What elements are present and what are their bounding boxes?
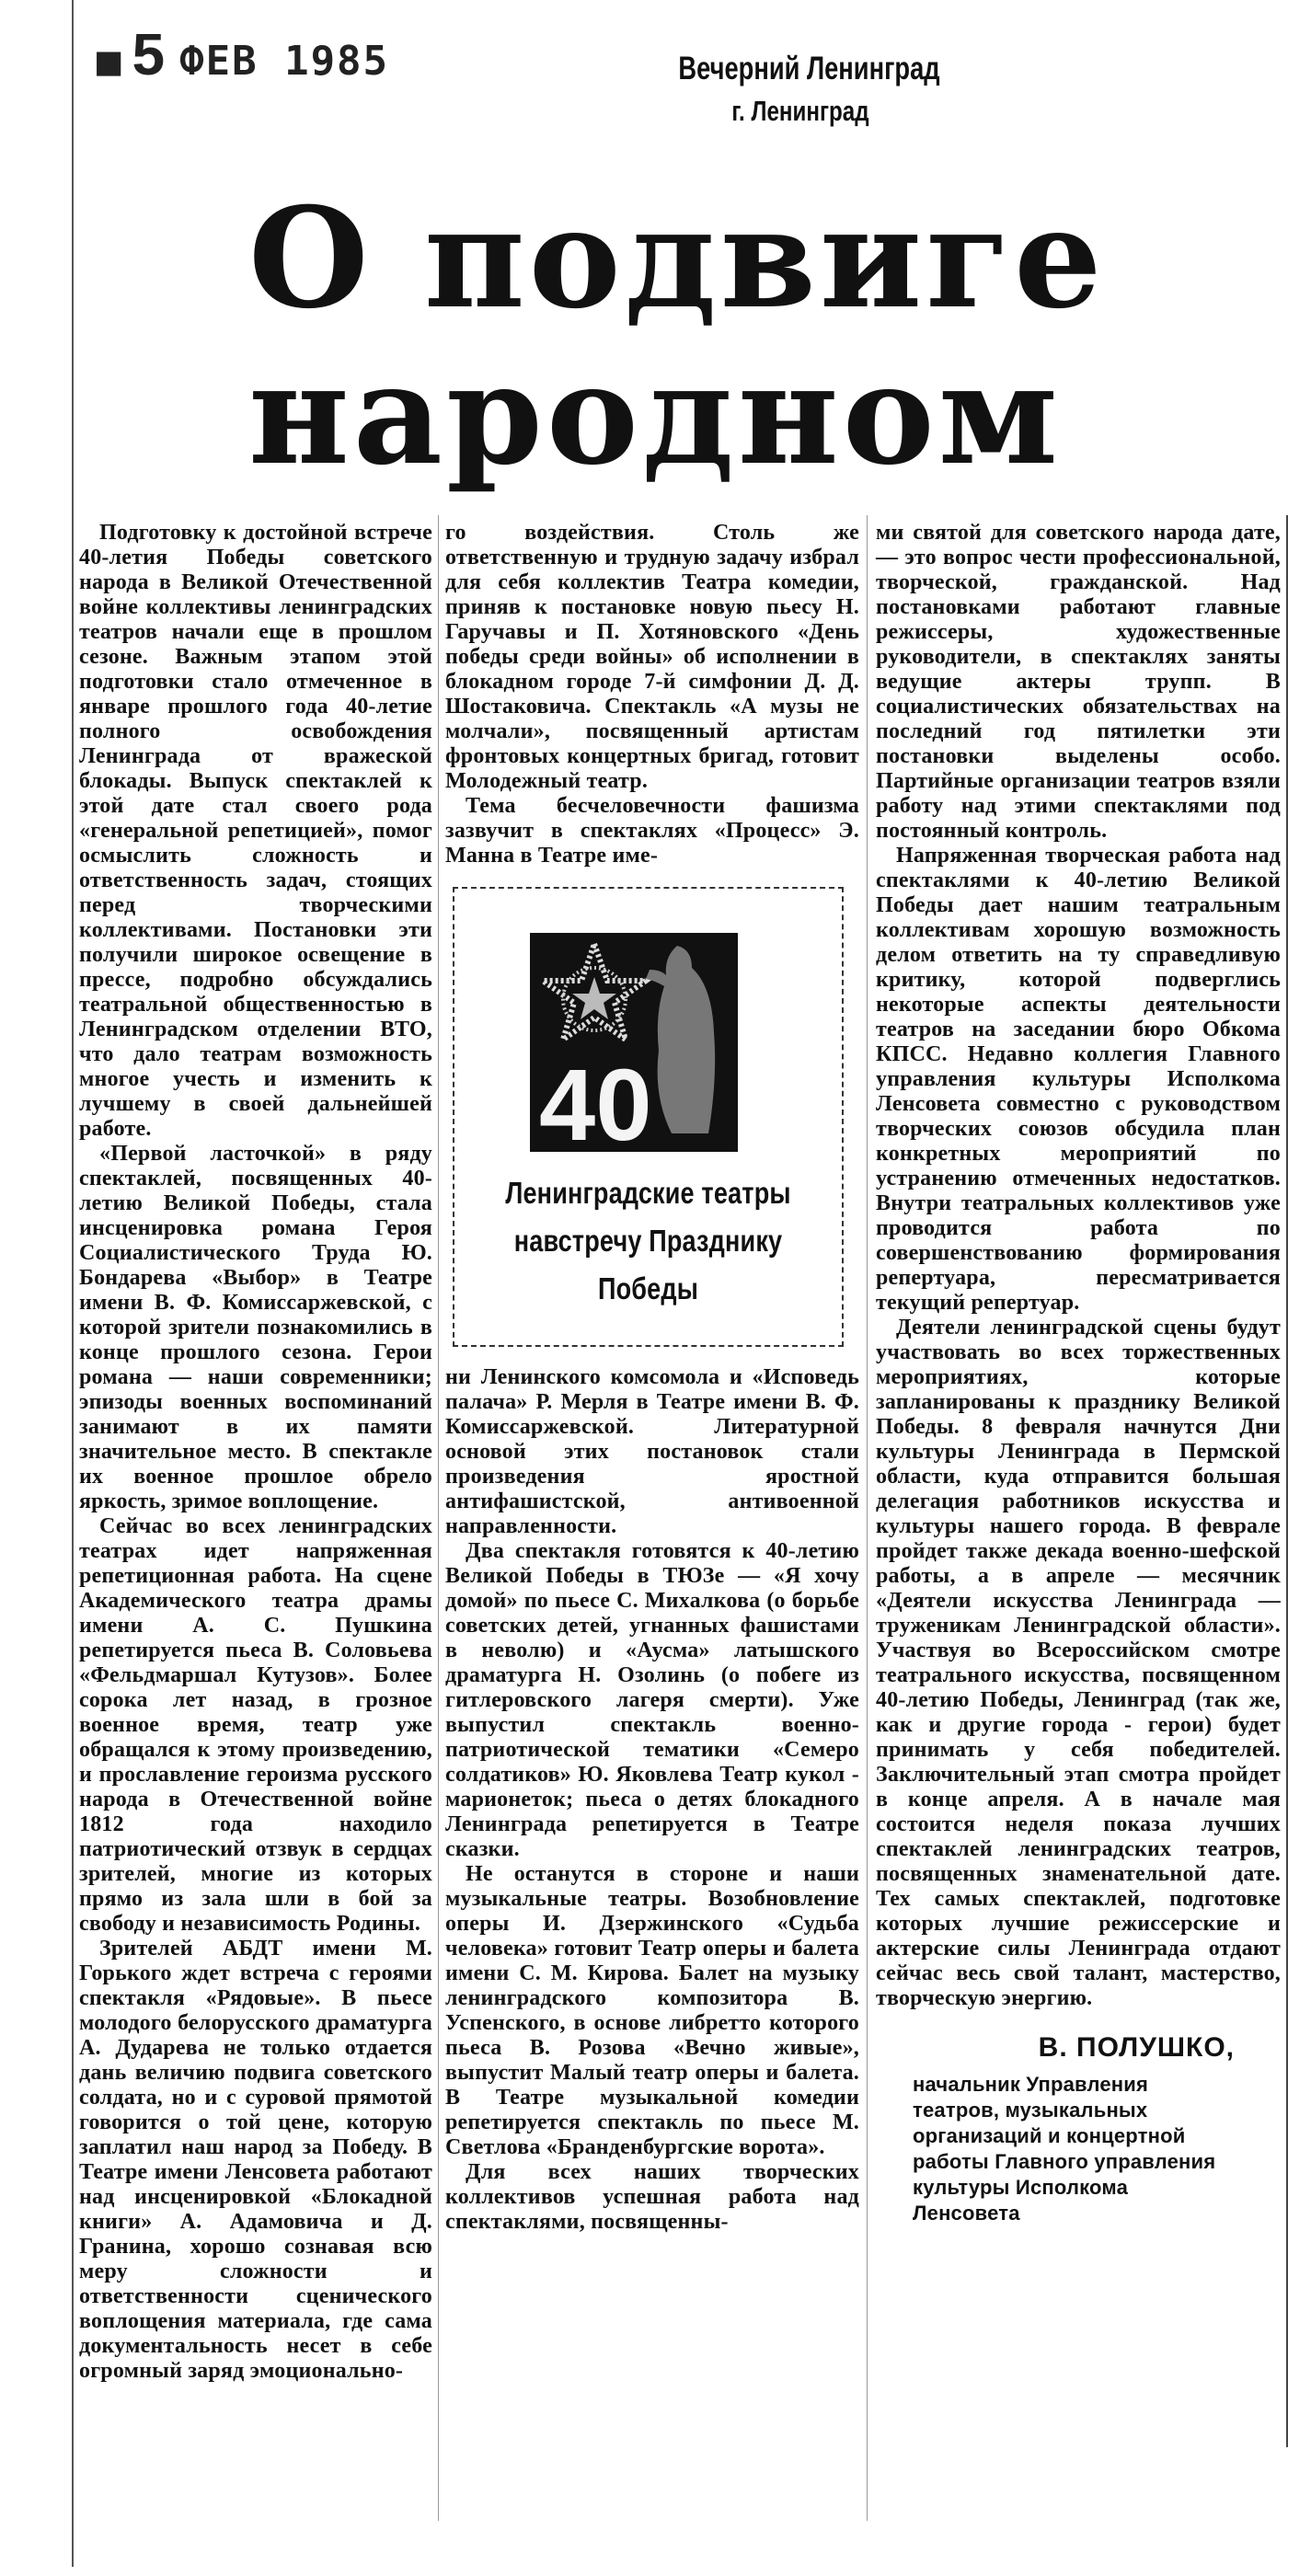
paragraph: ми святой для советского народа дате, — это вопрос чести профессиональной, творческой, гражданской. Над постановками работают главные режиссеры, художественные руководители, в спектаклях заняты ведущие актеры трупп. В социалистических обязательствах на последний год пятилетки эти постановки выделены особо. Партийные организации театров взяли работу над этими спектаклями под постоянный контроль. bbox=[876, 521, 1281, 843]
article-column-3 bbox=[876, 521, 1281, 2226]
paragraph: Подготовку к достойной встрече 40-летия Победы советского народа в Великой Отечественной войне коллективы ленинградских театров начали еще в прошлом сезоне. Важным этапом этой подготовки стало отмеченное в январе прошлого года 40-летие полного освобождения Ленинграда от вражеской блокады. Выпуск спектаклей к этой дате стал своего рода «генеральной репетицией», помог осмыслить сложность и ответственность задач, стоящих перед творческими коллективами. Постановки эти получили широкое освещение в прессе, подробно обсуждались театральной общественностью в Ленинградском отделении ВТО, что дало театрам возможность многое учесть и изменить к лучшему в своей дальнейшей работе. bbox=[79, 521, 432, 1141]
emblem-caption bbox=[497, 1169, 799, 1313]
clipping-edge-left bbox=[72, 0, 74, 2567]
headline-line-1: О подвиге bbox=[248, 178, 1106, 339]
newspaper-name: Вечерний Ленинград bbox=[678, 51, 940, 86]
victory-40-emblem-image bbox=[530, 933, 738, 1152]
paragraph: Не останутся в стороне и наши музыкальные театры. Возобновление оперы И. Дзержинского «Судьба человека» готовит Театр оперы и балета имени С. М. Кирова. Балет на музыку ленинградского композитора В. Успенского, в основе либретто которого пьеса В. Розова «Вечно живые», выпустит Малый театр оперы и балета. В Театре музыкальной комедии репетируется спектакль по пьесе М. Светлова «Бранденбургские ворота». bbox=[445, 1862, 859, 2159]
paragraph: Для всех наших творческих коллективов успешная работа над спектаклями, посвященны- bbox=[445, 2160, 859, 2234]
paragraph: Деятели ленинградской сцены будут участвовать во всех торжественных мероприятиях, которые запланированы к празднику Великой Победы. 8 февраля начнутся Дни культуры Ленинграда в Пермской области, куда отправится большая делегация работников искусства и культуры нашего города. В феврале пройдет также декада военно-шефской работы, а в апреле — месячник «Деятели искусства Ленинграда — труженикам Ленинградской области». Участвуя во Всероссийском смотре театрального искусства, посвященном 40-летию Победы, Ленинград (так же, как и другие города - герои) будет принимать у себя победителей. Заключительный этап смотра пройдет в конце апреля. А в начале мая состоится неделя показа лучших спектаклей ленинградских театров, посвященных знаменательной дате. Тех самых спектаклей, подготовке которых лучшие режиссерские и актерские силы Ленинграда отдают сейчас весь свой талант, мастерство, творческую энергию. bbox=[876, 1316, 1281, 2010]
paragraph: Тема бесчеловечности фашизма зазвучит в спектаклях «Процесс» Э. Манна в Театре име- bbox=[445, 794, 859, 868]
author-name: В. ПОЛУШКО, bbox=[1038, 2032, 1235, 2063]
clipping-edge-right bbox=[1286, 515, 1288, 2447]
stamp-day: 5 bbox=[132, 21, 167, 87]
caption-line: Победы bbox=[597, 1271, 699, 1305]
headline-line-2: народном bbox=[248, 334, 1063, 496]
stamp-square-mark: ■ bbox=[97, 38, 123, 85]
paragraph: го воздействия. Столь же ответственную и трудную задачу избрал для себя коллектив Театра комедии, приняв к постановке новую пьесу Н. Гаручавы и П. Хотяновского «День победы среди войны» об исполнении в блокадном городе 7-й симфонии Д. Д. Шостаковича. Спектакль «А музы не молчали», посвященный артистам фронтовых концертных бригад, готовит Молодежный театр. bbox=[445, 521, 859, 793]
paragraph: Зрителей АБДТ имени М. Горького ждет встреча с героями спектакля «Рядовые». В пьесе молодого белорусского драматурга А. Дударева не только отдается дань величию подвига советского солдата, но и с суровой прямотой говорится о той цене, которую заплатил наш народ за Победу. В Театре имени Ленсовета работают над инсценировкой «Блокадной книги» А. Адамовича и Д. Гранина, хорошо сознавая всю меру сложности и ответственности сценического воплощения материала, где сама документальность несет в себе огромный заряд эмоционально- bbox=[79, 1937, 432, 2383]
stamp-year: 1985 bbox=[284, 38, 390, 85]
newspaper-city: г. Ленинград bbox=[731, 95, 869, 127]
emblem-number: 40 bbox=[539, 1049, 652, 1152]
masthead bbox=[678, 48, 940, 132]
column-divider bbox=[867, 515, 868, 2521]
article-column-1 bbox=[79, 521, 432, 2384]
stamp-month: ФЕВ bbox=[179, 38, 259, 85]
paragraph: Два спектакля готовятся к 40-летию Великой Победы в ТЮЗе — «Я хочу домой» по пьесе С. Михалкова (о борьбе советских детей, угнанных фашистами в неволю) и «Аусма» латышского драматурга Н. Озолинь (о побеге из гитлеровского лагеря смерти). Уже выпустил спектакль военно-патриотической тематики «Семеро солдатиков» Ю. Яковлева Театр кукол - марионеток; пьеса о детях блокадного Ленинграда репетируется в Театре сказки. bbox=[445, 1539, 859, 1861]
headline bbox=[248, 178, 1106, 496]
emblem-box bbox=[453, 887, 844, 1347]
paragraph: ни Ленинского комсомола и «Исповедь палача» Р. Мерля в Театре имени В. Ф. Комиссаржевской. Литературной основой этих постановок стали произведения яростной антифашистской, антивоенной направленности. bbox=[445, 1365, 859, 1538]
caption-line: Ленинградские театры bbox=[505, 1176, 791, 1210]
article-column-2 bbox=[445, 521, 859, 2235]
paragraph: Сейчас во всех ленинградских театрах идет напряженная репетиционная работа. На сцене Академического театра драмы имени А. С. Пушкина репетируется пьеса В. Соловьева «Фельдмаршал Кутузов». Более сорока лет назад, в грозное военное время, театр уже обращался к этому произведению, и прославление героизма русского народа в Отечественной войне 1812 года находило патриотический отзвук в сердцах зрителей, многие из которых прямо из зала шли в бой за свободу и независимость Родины. bbox=[79, 1514, 432, 1936]
caption-line: навстречу Празднику bbox=[513, 1224, 783, 1258]
column-divider bbox=[438, 515, 439, 2521]
date-stamp bbox=[97, 20, 389, 88]
paragraph: Напряженная творческая работа над спектаклями к 40-летию Великой Победы дает нашим театральным коллективам хорошую возможность делом ответить на ту справедливую критику, которой подверглись некоторые аспекты деятельности театров на заседании бюро Обкома КПСС. Недавно коллегия Главного управления культуры Исполкома Ленсовета совместно с руководством творческих союзов обсудила план конкретных мероприятий по устранению отмеченных недостатков. Внутри театральных коллективов уже проводится работа по совершенствованию формирования репертуара, пересматривается текущий репертуар. bbox=[876, 844, 1281, 1315]
paragraph: «Первой ласточкой» в ряду спектаклей, посвященных 40-летию Великой Победы, стала инсценировка романа Героя Социалистического Труда Ю. Бондарева «Выбор» в Театре имени В. Ф. Комиссаржевской, с которой зрители познакомились в конце прошлого сезона. Герои романа — наши современники; эпизоды военных воспоминаний занимают в их памяти значительное место. В спектакле их военное прошлое обрело яркость, зримое воплощение. bbox=[79, 1142, 432, 1513]
author-signature bbox=[876, 2031, 1281, 2226]
author-role: начальник Управления театров, музыкальных организаций и концертной работы Главного управления культуры Исполкома Ленсовета bbox=[913, 2073, 1216, 2225]
soldier-monument-silhouette bbox=[646, 946, 715, 1133]
